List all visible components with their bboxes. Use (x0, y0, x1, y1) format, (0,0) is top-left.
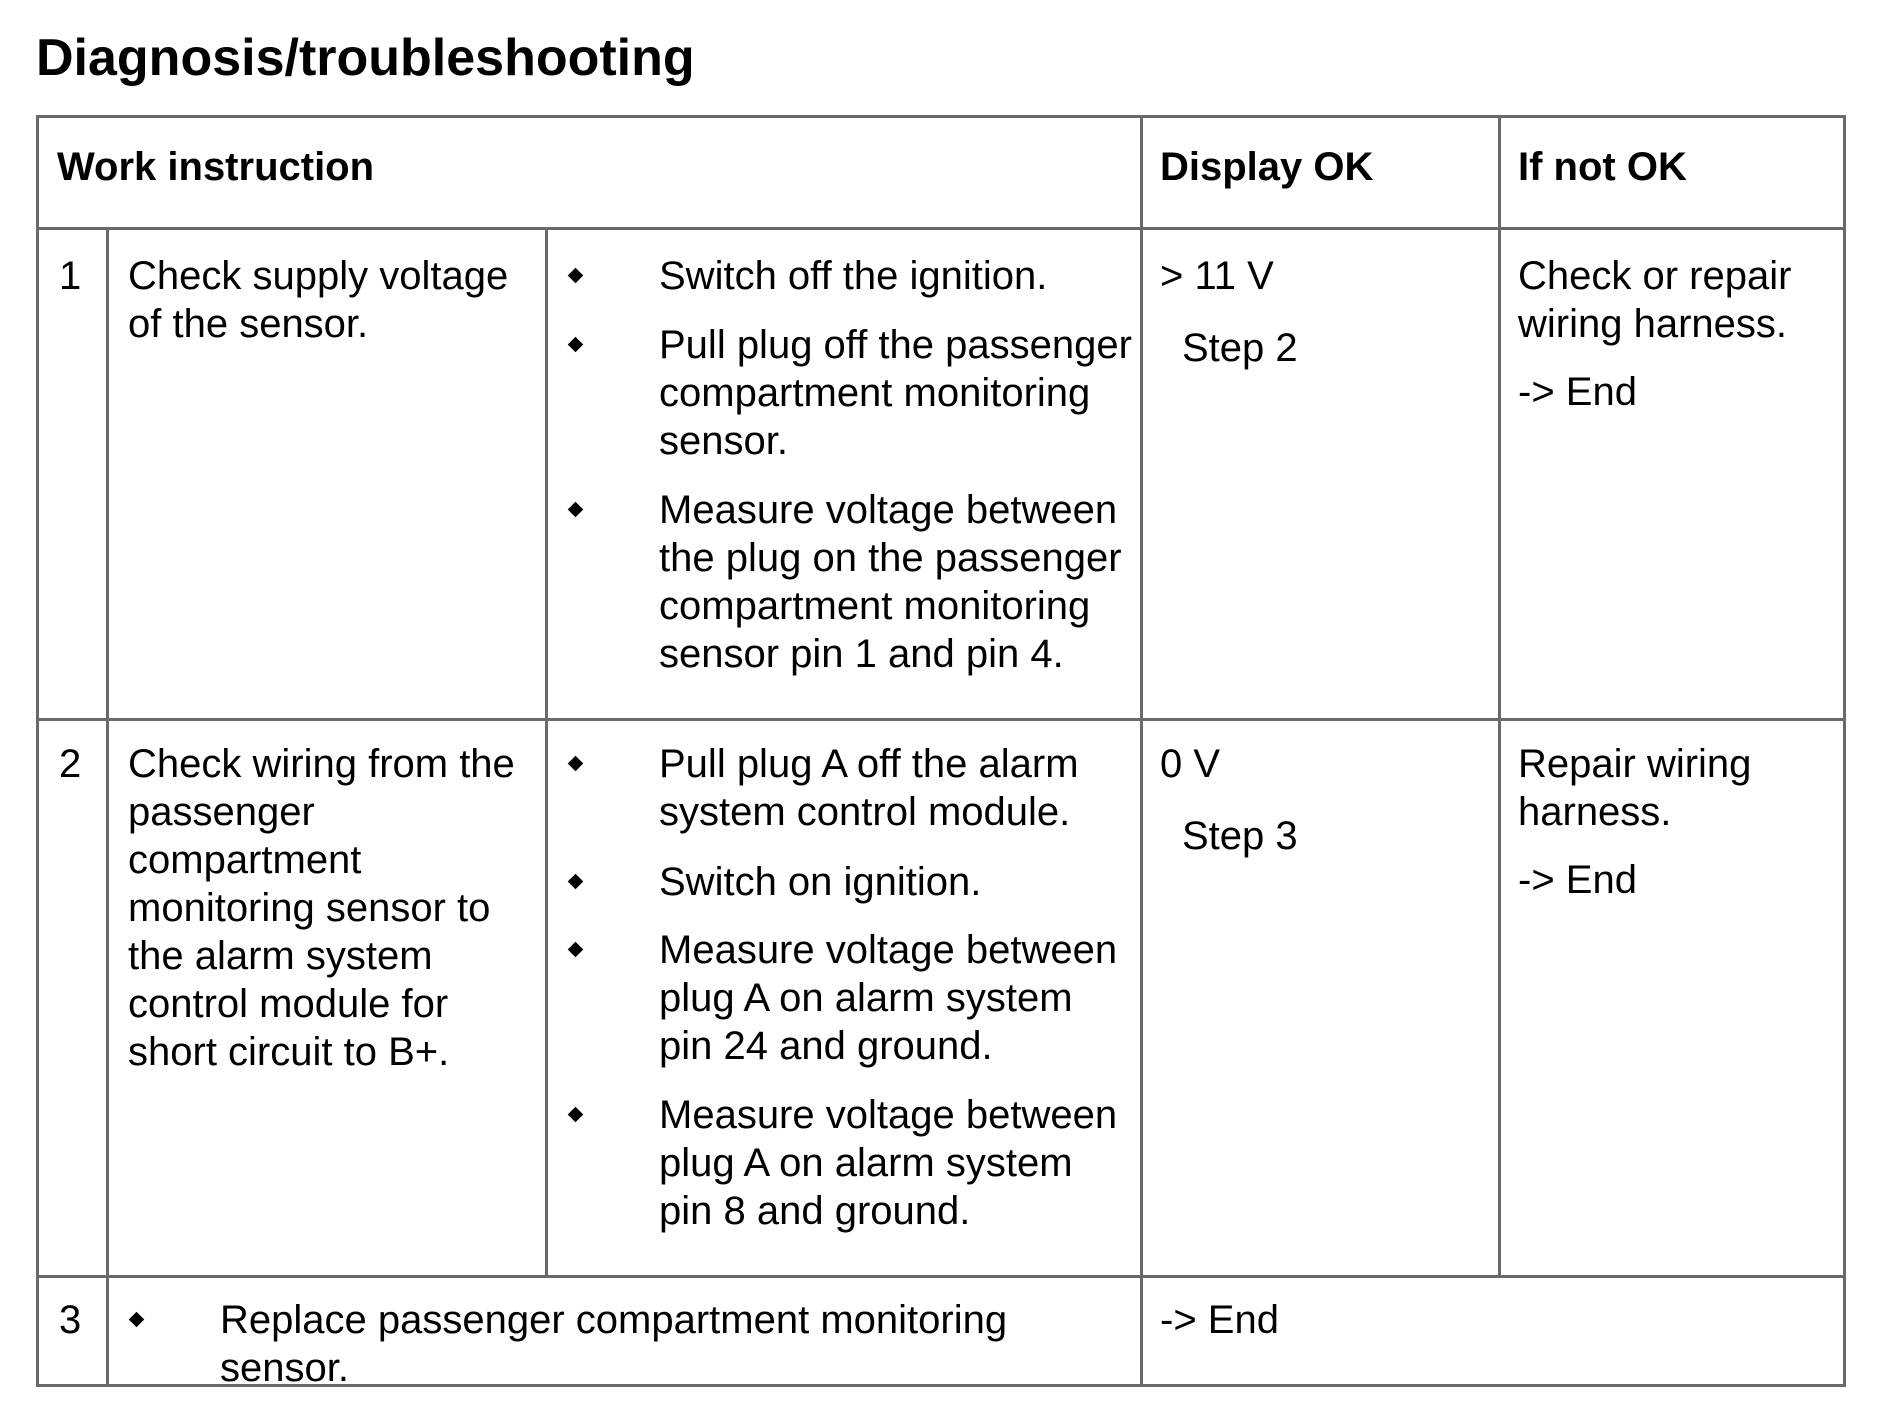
bullet-diamond-icon (567, 873, 584, 890)
bullet-diamond-icon (567, 755, 584, 772)
step-line: pin 8 and ground. (659, 1189, 971, 1233)
row2-display-next: Step 3 (1182, 814, 1298, 858)
row1-description (128, 252, 508, 348)
row2-description-line: control module for (128, 982, 449, 1026)
row2-description-line: Check wiring from the (128, 742, 515, 786)
step-line: Pull plug off the passenger (659, 323, 1132, 367)
step-line: the plug on the passenger (659, 536, 1122, 580)
step-line: plug A on alarm system (659, 1141, 1073, 1185)
row2-description-line: compartment (128, 838, 362, 882)
header-display-ok: Display OK (1160, 145, 1374, 189)
row3-number: 3 (59, 1298, 82, 1342)
step-line: compartment monitoring (659, 371, 1091, 415)
action-line: wiring harness. (1518, 302, 1788, 346)
row2-description-line: the alarm system (128, 934, 433, 978)
row1-if-not-ok-next: -> End (1518, 370, 1637, 414)
row1-number: 1 (59, 254, 82, 298)
page-title: Diagnosis/troubleshooting (36, 29, 695, 87)
step-line: system control module. (659, 790, 1071, 834)
step-line: Pull plug A off the alarm (659, 742, 1079, 786)
row1-divider (39, 718, 1843, 721)
step-line: sensor pin 1 and pin 4. (659, 632, 1064, 676)
bullet-diamond-icon (567, 1106, 584, 1123)
display-ok-column-divider (1140, 118, 1143, 1384)
step-line: pin 24 and ground. (659, 1024, 993, 1068)
step-line: plug A on alarm system (659, 976, 1073, 1020)
step-line: Measure voltage between (659, 1093, 1118, 1137)
row2-description-line: monitoring sensor to (128, 886, 491, 930)
row1-if-not-ok-action (1518, 252, 1791, 348)
row1-display-value: > 11 V (1160, 254, 1274, 298)
header-if-not-ok: If not OK (1518, 145, 1687, 189)
troubleshooting-table (36, 115, 1846, 1390)
step-line: Measure voltage between (659, 488, 1118, 532)
header-work-instruction: Work instruction (57, 145, 375, 189)
bullet-diamond-icon (567, 501, 584, 518)
row2-if-not-ok-action (1518, 740, 1751, 836)
row1-description-line: Check supply voltage (128, 254, 509, 298)
row2-description (128, 740, 515, 1076)
if-not-ok-column-divider (1498, 118, 1501, 1275)
step-line: Switch off the ignition. (659, 254, 1048, 298)
row1-display-next: Step 2 (1182, 326, 1298, 370)
row2-display-value: 0 V (1160, 742, 1221, 786)
action-line: harness. (1518, 790, 1672, 834)
row3-display-value: -> End (1160, 1298, 1279, 1342)
step-line: Measure voltage between (659, 928, 1118, 972)
description-column-divider (545, 227, 548, 1275)
action-line: Repair wiring (1518, 742, 1752, 786)
action-line: Check or repair (1518, 254, 1792, 298)
step-line: sensor. (659, 419, 788, 463)
row2-if-not-ok-next: -> End (1518, 858, 1637, 902)
bullet-diamond-icon (567, 336, 584, 353)
step-line: Replace passenger compartment monitoring sensor. (220, 1298, 1008, 1390)
row2-description-line: passenger (128, 790, 315, 834)
row2-number: 2 (59, 742, 82, 786)
step-line: Switch on ignition. (659, 860, 982, 904)
row1-description-line: of the sensor. (128, 302, 369, 346)
bullet-diamond-icon (567, 941, 584, 958)
row2-description-line: short circuit to B+. (128, 1030, 450, 1074)
bullet-diamond-icon (128, 1311, 145, 1328)
row2-divider (39, 1275, 1843, 1278)
number-column-divider (106, 227, 109, 1384)
bullet-diamond-icon (567, 267, 584, 284)
header-divider (39, 227, 1843, 230)
step-line: compartment monitoring (659, 584, 1091, 628)
